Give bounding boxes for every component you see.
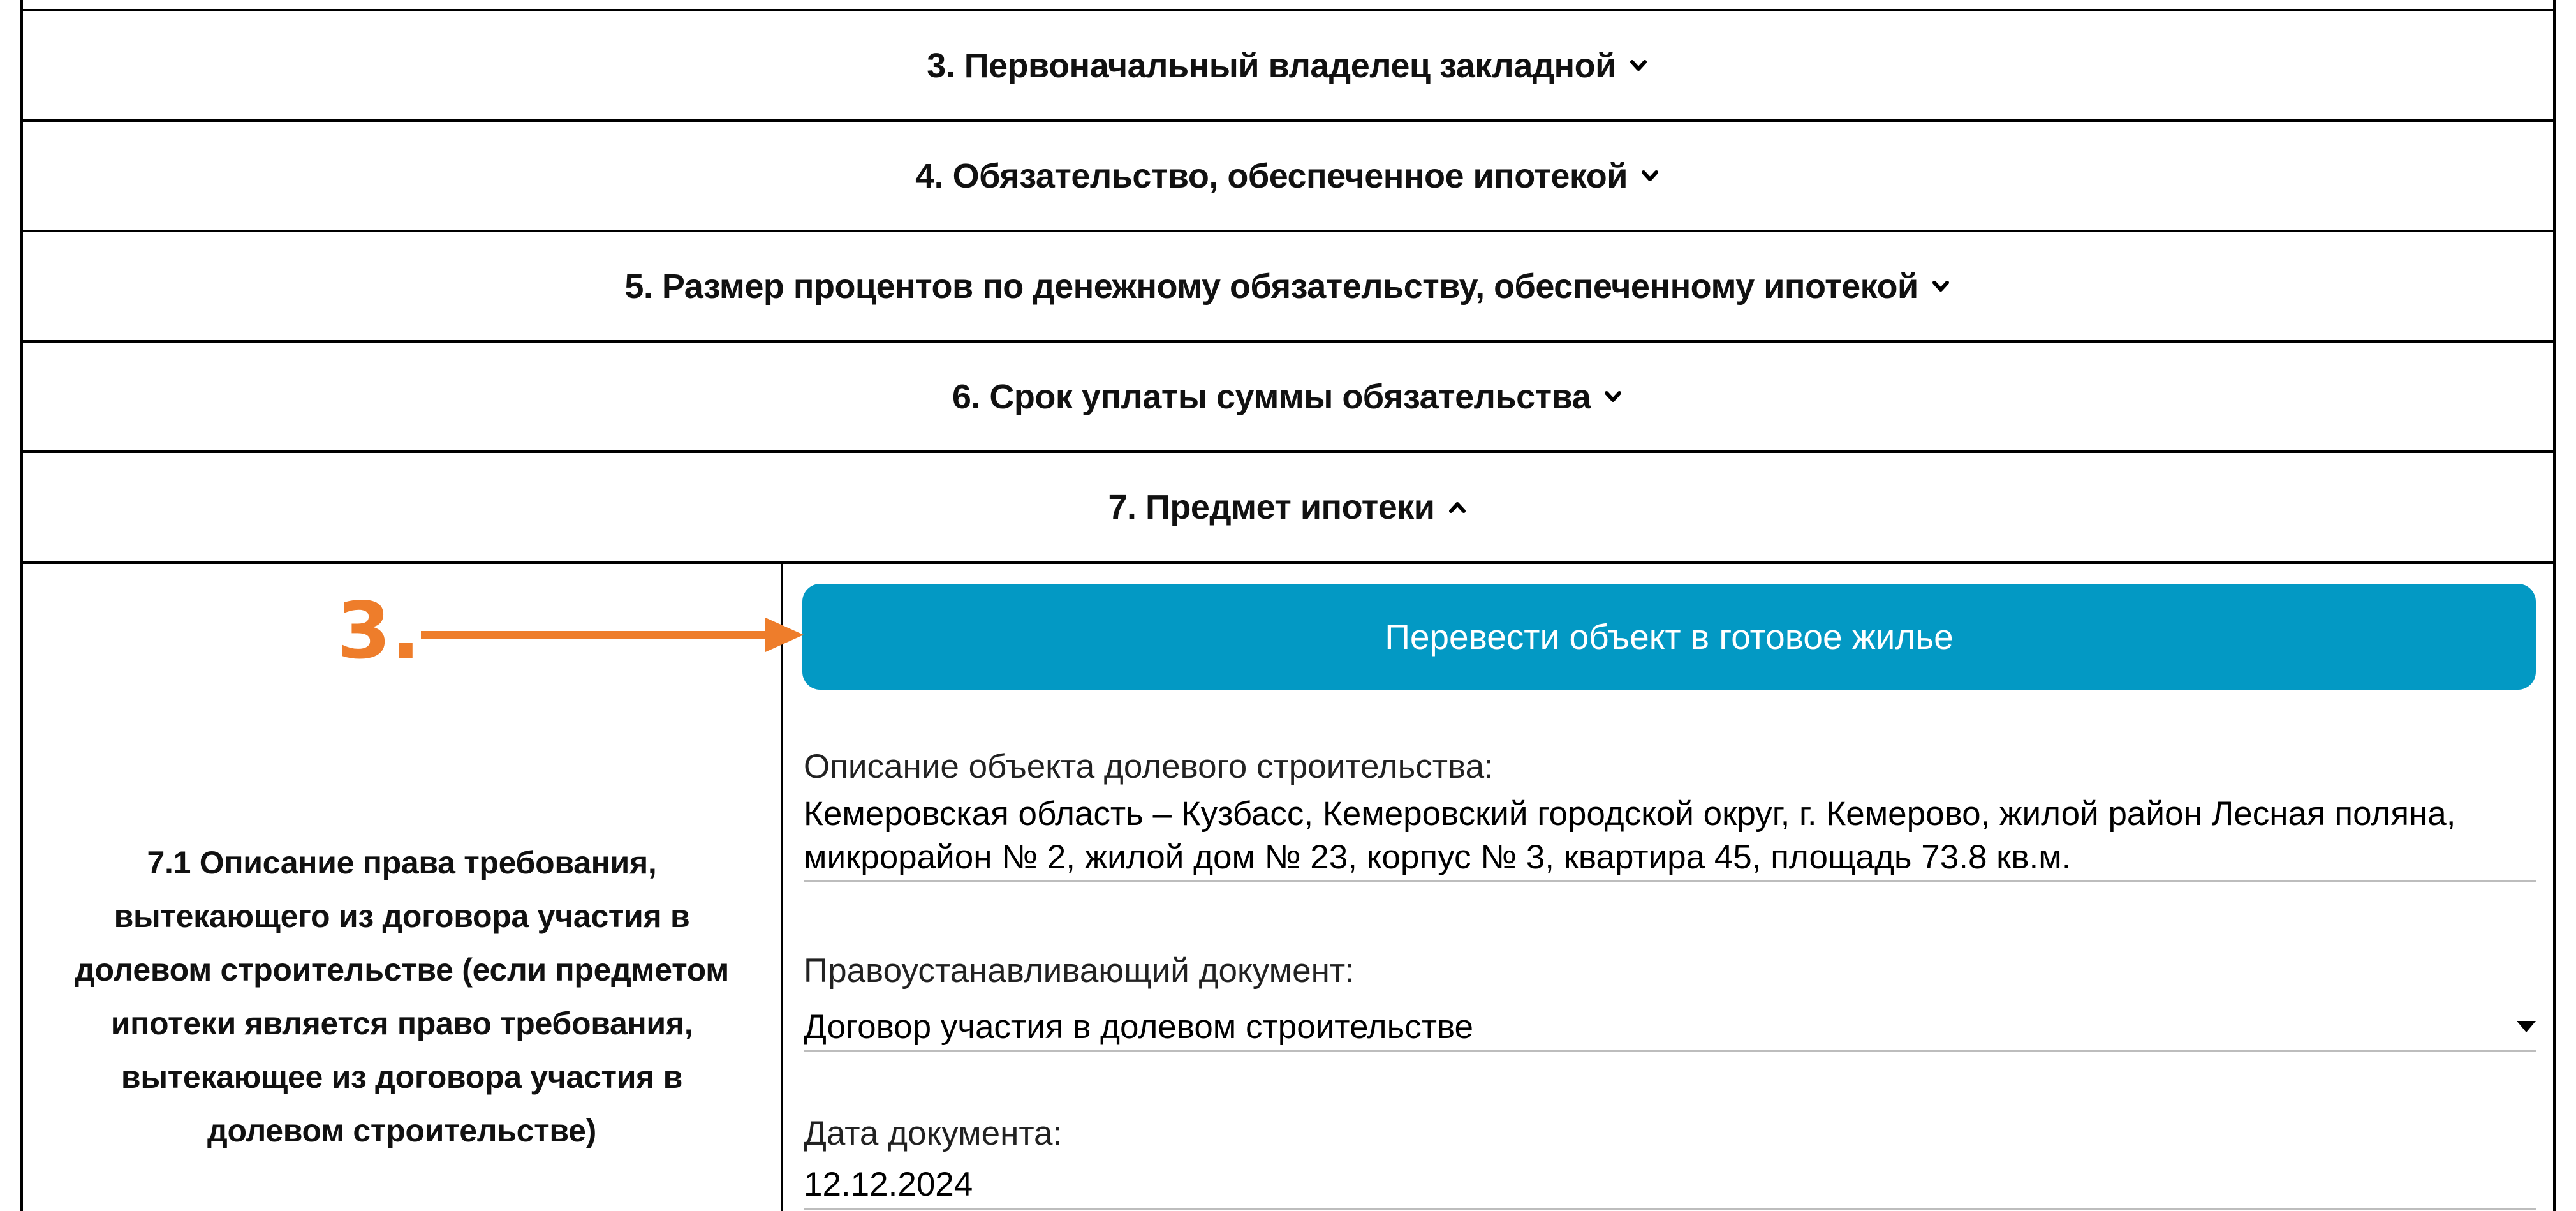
chevron-down-icon xyxy=(1930,276,1952,297)
section-title: 6. Срок уплаты суммы обязательства xyxy=(952,377,1591,416)
field-label: Правоустанавливающий документ: xyxy=(804,952,1355,990)
field-label: Дата документа: xyxy=(804,1115,1063,1152)
convert-to-ready-housing-button[interactable]: Перевести объект в готовое жилье xyxy=(802,584,2536,690)
title-document-field xyxy=(804,951,2536,1052)
column-divider xyxy=(781,563,783,1211)
section-header-4[interactable] xyxy=(20,119,2556,230)
section-title: 4. Обязательство, обеспеченное ипотекой xyxy=(915,156,1628,195)
section-divider xyxy=(20,561,2556,564)
annotation-step-label: 3. xyxy=(337,586,421,676)
section-title: 3. Первоначальный владелец закладной xyxy=(927,46,1616,85)
annotation-arrow-icon xyxy=(421,613,804,657)
section-title: 7. Предмет ипотеки xyxy=(1108,487,1435,526)
object-description-field xyxy=(804,747,2536,882)
field-label: Описание объекта долевого строительства: xyxy=(804,748,1494,785)
title-document-select[interactable] xyxy=(804,1006,2536,1052)
section-header-5[interactable] xyxy=(20,230,2556,340)
section-header-3[interactable] xyxy=(20,9,2556,119)
document-date-input[interactable]: 12.12.2024 xyxy=(804,1163,2536,1210)
chevron-up-icon xyxy=(1446,496,1468,518)
document-date-field xyxy=(804,1113,2536,1210)
chevron-down-icon xyxy=(1602,386,1624,408)
section-header-6[interactable] xyxy=(20,340,2556,450)
subsection-label: 7.1 Описание права требования, вытекающего из договора участия в долевом строительстве (если предметом ипотеки является право требования, вытекающее из договора участия в долевом строительстве) xyxy=(75,845,729,1148)
dropdown-caret-icon xyxy=(2517,1021,2536,1032)
chevron-down-icon xyxy=(1628,55,1649,77)
section-header-7[interactable] xyxy=(20,450,2556,561)
object-description-textarea[interactable]: Кемеровская область – Кузбасс, Кемеровский городской округ, г. Кемерово, жилой район Лесная поляна, микрорайон № 2, жилой дом № 23, корпус № 3, квартира 45, площадь 73.8 кв.м. xyxy=(804,792,2536,882)
select-value: Договор участия в долевом строительстве xyxy=(804,1008,1474,1046)
section-title: 5. Размер процентов по денежному обязательству, обеспеченному ипотекой xyxy=(624,267,1918,306)
chevron-down-icon xyxy=(1639,165,1661,187)
